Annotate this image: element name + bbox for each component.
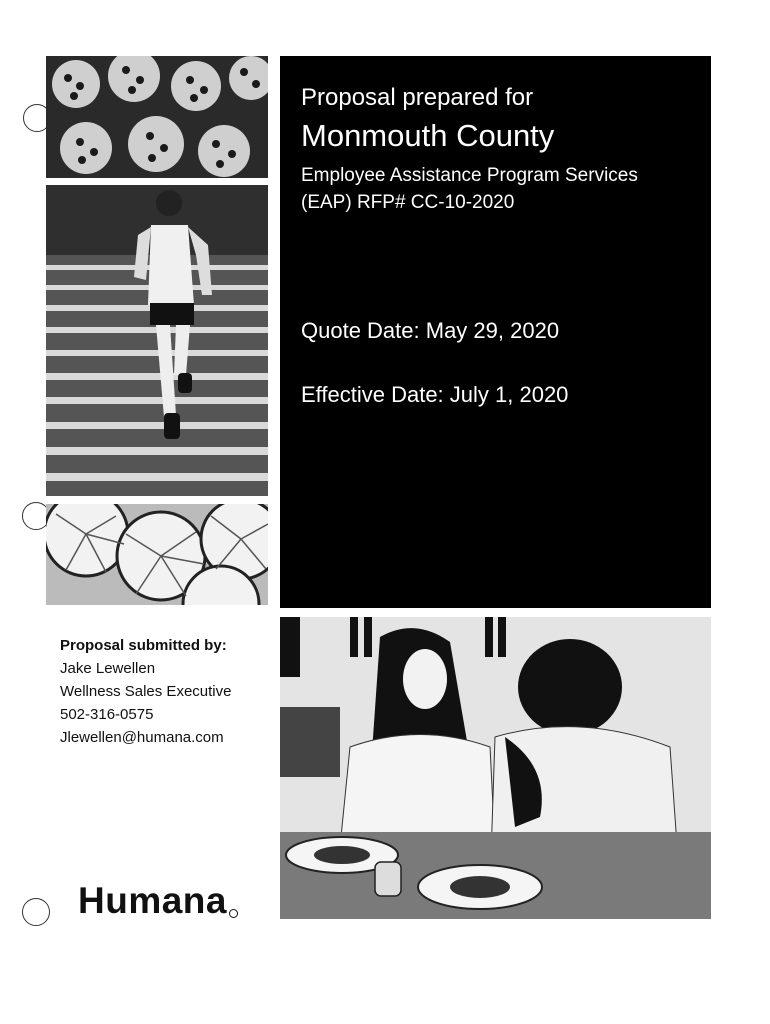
submitter-name: Jake Lewellen bbox=[60, 660, 156, 677]
effective-date: Effective Date: July 1, 2020 bbox=[301, 382, 569, 407]
submitter-title: Wellness Sales Executive bbox=[60, 683, 232, 700]
quote-date: Quote Date: May 29, 2020 bbox=[301, 318, 560, 343]
submitter-phone: 502-316-0575 bbox=[60, 706, 154, 723]
women-dining-photo bbox=[280, 617, 711, 919]
citrus-slices-photo bbox=[46, 504, 268, 605]
service-description bbox=[301, 162, 638, 216]
prepared-for-label: Proposal prepared for bbox=[301, 84, 534, 111]
submitter-email: Jlewellen@humana.com bbox=[60, 729, 224, 746]
humana-logo: Humana bbox=[78, 880, 227, 921]
runner-stairs-photo bbox=[46, 185, 268, 496]
client-name: Monmouth County bbox=[301, 118, 555, 153]
submitted-by-heading: Proposal submitted by: bbox=[60, 637, 227, 654]
service-line-2: (EAP) RFP# CC-10-2020 bbox=[301, 192, 515, 213]
registered-mark-icon bbox=[229, 909, 238, 918]
punch-hole-bottom bbox=[22, 898, 50, 926]
submitter-block bbox=[60, 637, 231, 749]
blackberries-photo bbox=[46, 56, 268, 178]
service-line-1: Employee Assistance Program Services bbox=[301, 165, 638, 186]
title-panel bbox=[280, 56, 711, 608]
